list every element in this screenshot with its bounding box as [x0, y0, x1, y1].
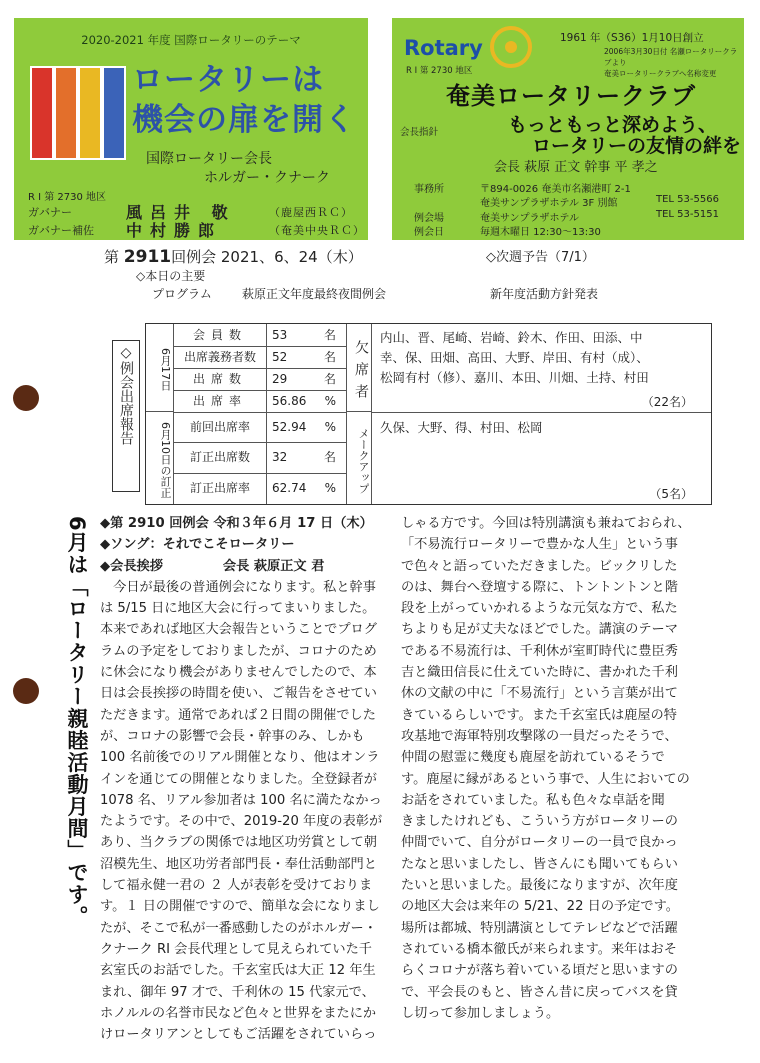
name-change-line-1: 2006年3月30日付 名瀬ロータリークラブより	[604, 47, 738, 67]
article-right-column	[401, 513, 719, 1024]
body-line: インを通じての開催となりました。全登録者が	[100, 771, 377, 787]
absent-label: 欠席者	[346, 324, 372, 412]
greeting-speaker: 会長 萩原正文 君	[222, 558, 325, 574]
venue-label: 例会場	[414, 213, 444, 224]
door-red-icon	[30, 66, 54, 160]
theme-title-2: 機会の扉を開く	[132, 102, 356, 138]
row-corrected-count-value: 32	[272, 450, 288, 464]
body-line: ちよりも足が丈夫なほどでした。講演のテーマ	[401, 622, 678, 638]
row-corrected-count-unit: 名	[323, 450, 336, 464]
article-heading-meeting: ◆第 2910 回例会 令和３年６月 17 日（木）	[100, 516, 373, 531]
rotary-wheel-icon	[490, 26, 532, 68]
makeup-count: （5名）	[649, 487, 693, 501]
ri-president-name: ホルガー・クナーク	[204, 170, 330, 186]
meeting-date: 回例会 2021、6、24（木）	[171, 248, 363, 266]
row-obligated-cell	[266, 346, 347, 369]
row-corrected-count-label: 訂正出席数	[174, 442, 267, 474]
assistant-governor-club: （奄美中央ＲＣ）	[269, 224, 365, 237]
body-line: は 5/15 日に地区大会に行ってまいりました。	[100, 601, 376, 617]
office-label: 事務所	[414, 184, 444, 195]
row-members-cell	[266, 324, 347, 347]
body-line: されている橋本徹氏が来られます。来年はおそ	[401, 941, 677, 957]
governor-name: 風呂井 敬	[126, 203, 236, 222]
meeting-number-line	[104, 246, 363, 267]
row-rate-label: 出席率	[174, 390, 267, 413]
door-yellow-icon	[78, 66, 102, 160]
row-prev-rate-unit: %	[324, 420, 336, 434]
row-corrected-rate-label: 訂正出席率	[174, 473, 267, 504]
body-line: で色々と語っていただきました。ビックリした	[401, 558, 678, 574]
body-line: けロータリアンとしてもご活躍をされていらっ	[100, 1027, 377, 1043]
body-line: クナーク RI 会長代理として見えられていた千	[100, 941, 372, 957]
left-body-text	[100, 577, 390, 1046]
row-members-value: 53	[272, 328, 288, 342]
absent-names: 内山、晋、尾崎、岩崎、鈴木、作田、田添、中幸、保、田畑、高田、大野、岸田、有村（成）、松岡有村（修）、嘉川、本田、川畑、土持、村田	[380, 330, 649, 385]
body-line: 1078 名、リアル参加者は 100 名に満たなかっ	[100, 792, 382, 808]
body-line: 攻基地で海軍特別攻撃隊の一員だったそうで、	[401, 728, 678, 744]
club-banner	[392, 18, 744, 240]
body-line: す。１ 日の開催ですので、簡単な会になりまし	[100, 899, 380, 915]
body-line: あり、当クラブの関係では地区功労賞として朝	[100, 835, 377, 851]
body-line: たいと思いました。最後になりますが、次年度	[401, 878, 678, 894]
article-heading-song: ◆ソング：それでこそロータリー	[100, 537, 295, 553]
body-line: しゃる方です。今回は特別講演も兼ねておられ、	[401, 516, 691, 531]
article-heading-greeting	[100, 556, 390, 577]
article-left-column	[100, 513, 390, 1045]
body-line: のは、舞台へ登壇する際に、トントントンと階	[401, 579, 678, 595]
right-body-text	[401, 513, 719, 1024]
body-line: に休会になり機会がありませんでしたので、本	[100, 665, 377, 681]
body-line: ホノルルの名誉市民など色々と世界をまたにか	[100, 1005, 377, 1021]
makeup-names: 久保、大野、得、村田、松岡	[380, 420, 543, 435]
founded-date: 1961 年（S36）1月10日創立	[560, 32, 704, 44]
club-name: 奄美ロータリークラブ	[446, 82, 696, 110]
office-tel: TEL 53-5566	[656, 194, 719, 205]
body-line: 沼模先生、地区功労者部門長・奉仕活動部門と	[100, 856, 377, 872]
punch-hole-icon	[13, 678, 39, 704]
makeup-cell	[372, 412, 711, 504]
attendance-table	[145, 323, 712, 505]
rotary-logo-text: Rotary	[404, 36, 483, 60]
makeup-label: メークアップ	[346, 412, 372, 504]
name-change-note	[604, 46, 744, 79]
motto-line-2: ロータリーの友情の絆を	[532, 135, 742, 157]
row-attendees-value: 29	[272, 372, 288, 386]
row-members-label: 会員数	[174, 324, 267, 347]
name-change-line-2: 奄美ロータリークラブへ名称変更	[604, 69, 717, 78]
row-prev-rate-cell	[266, 412, 347, 443]
body-line: 「不易流行ロータリーで豊かな人生」という事	[401, 537, 678, 553]
club-officers: 会長 萩原 正文 幹事 平 孝之	[494, 160, 658, 175]
main-program-label: ◇本日の主要	[136, 269, 206, 283]
body-line: 場所は都城、特別講演としてテレビなどで活躍	[401, 920, 678, 936]
row-rate-unit: %	[324, 394, 336, 408]
today-program: 萩原正文年度最終夜間例会	[242, 287, 387, 301]
row-attendees-label: 出席数	[174, 368, 267, 391]
body-line: 段を上がっていかれるような元気な方で、私た	[401, 601, 678, 617]
body-line: ただきます。通常であれば２日間の開催でした	[100, 707, 376, 723]
body-line: 吉と織田信長に仕えていた時に、書かれた千利	[401, 665, 678, 681]
row-obligated-label: 出席義務者数	[174, 346, 267, 369]
body-line: きましたけれども、こういう方がロータリーの	[401, 814, 678, 830]
row-obligated-value: 52	[272, 350, 288, 364]
row-prev-rate-value: 52.94	[272, 420, 307, 434]
meeting-number-prefix: 第	[104, 248, 120, 266]
body-line: 休の文献の中に「不易流行」という言葉が出て	[401, 686, 678, 702]
body-line: きているらしいです。また千玄室氏は鹿屋の特	[401, 707, 677, 723]
theme-year: 2020-2021 年度 国際ロータリーのテーマ	[81, 33, 301, 47]
meeting-number: 2911	[123, 247, 172, 267]
meeting-day: 毎週木曜日 12:30～13:30	[480, 227, 601, 238]
body-line: が、コロナの影響で会長・幹事のみ、しかも	[100, 728, 365, 744]
row-attendees-cell	[266, 368, 347, 391]
body-line: の地区大会は来年の 5/21、22 日の予定です。	[401, 899, 679, 915]
body-line: たなと思いましたし、皆さんにも聞いてもらい	[401, 856, 678, 872]
row-attendees-unit: 名	[323, 372, 336, 386]
row-corrected-count-cell	[266, 442, 347, 474]
motto-line-1: もっともっと深めよう、	[508, 114, 718, 136]
body-line: たが、そこで私が一番感動したのがホルガー・	[100, 920, 377, 936]
row-members-unit: 名	[323, 328, 336, 342]
ri-president-label: 国際ロータリー会長	[146, 151, 272, 167]
body-line: して福永健一君の ２ 人が表彰を受けておりま	[100, 878, 373, 894]
governor-club: （鹿屋西ＲＣ）	[269, 206, 353, 219]
row-corrected-rate-unit: %	[324, 481, 336, 495]
body-line: お話をされていました。私も色々な卓話を聞	[401, 792, 665, 808]
club-district: R I 第 2730 地区	[406, 66, 473, 76]
absent-cell	[372, 324, 711, 413]
venue-name: 奄美サンプラザホテル	[480, 213, 579, 224]
program-label: プログラム	[152, 287, 212, 301]
body-line: し切って参加しましょう。	[401, 1005, 560, 1021]
body-line: 100 名前後でのリアル開催となり、他はオンラ	[100, 750, 380, 766]
door-blue-icon	[102, 66, 126, 160]
office-address-1: 〒894-0026 奄美市名瀬港町 2-1	[480, 184, 631, 195]
row-rate-cell	[266, 390, 347, 413]
assistant-governor-label: ガバナー補佐	[28, 224, 94, 237]
block2-date: 6月10日の訂正	[146, 412, 174, 504]
body-line: 仲間でいて、自分がロータリーの一員で良かっ	[401, 835, 678, 851]
row-corrected-rate-cell	[266, 473, 347, 504]
meeting-day-label: 例会日	[414, 227, 444, 238]
office-address-2: 奄美サンプラザホテル 3F 別館	[480, 198, 618, 209]
punch-hole-icon	[13, 385, 39, 411]
body-line: たようです。その中で、2019-20 年度の表彰が	[100, 814, 383, 830]
body-line: 本来であれば地区大会報告ということでプログ	[100, 622, 377, 638]
motto-label: 会長指針	[400, 127, 439, 138]
attendance-side-label: ◇例会出席報告	[118, 345, 134, 445]
governor-label: ガバナー	[28, 206, 72, 219]
body-line: らくコロナが落ち着いている頃だと思いますの	[401, 963, 678, 979]
door-orange-icon	[54, 66, 78, 160]
body-line: で、平会長のもと、皆さん昔に戻ってバスを貸	[401, 984, 678, 1000]
body-line: ラムの予定をしておりましたが、コロナのため	[100, 643, 377, 659]
venue-tel: TEL 53-5151	[656, 209, 719, 220]
block1-date: 6月17日	[146, 324, 174, 412]
district-label: R I 第 2730 地区	[28, 192, 107, 203]
next-program: 新年度活動方針発表	[490, 287, 599, 301]
body-line: まれ、御年 97 才で、千利休の 15 代家元で、	[100, 984, 375, 1000]
theme-banner	[14, 18, 368, 240]
row-corrected-rate-value: 62.74	[272, 481, 307, 495]
greeting-label: ◆会長挨拶	[100, 558, 163, 574]
row-obligated-unit: 名	[323, 350, 336, 364]
body-line: 仲間の慰霊に幾度も鹿屋を訪れているそうで	[401, 750, 665, 766]
next-week-notice: ◇次週予告（7/1）	[486, 250, 595, 265]
absent-count: （22名）	[641, 395, 693, 409]
body-line: 日は会長挨拶の時間を使い、ご報告をさせてい	[100, 686, 377, 702]
row-rate-value: 56.86	[272, 394, 307, 408]
assistant-governor-name: 中村勝郎	[126, 221, 223, 240]
body-line: 玄室氏のお話でした。千玄室氏は大正 12 年生	[100, 963, 376, 979]
attendance-side-label-box	[112, 340, 140, 492]
body-line: である不易流行は、千利休が室町時代に豊臣秀	[401, 643, 678, 659]
month-banner: 6月は「ロータリー親睦活動月間」です。	[65, 516, 89, 928]
body-line: 今日が最後の普通例会になります。私と幹事	[100, 579, 376, 595]
row-prev-rate-label: 前回出席率	[174, 412, 267, 443]
body-line: す。鹿屋に縁があるという事で、人生においての	[401, 771, 690, 787]
theme-title-1: ロータリーは	[132, 62, 324, 98]
